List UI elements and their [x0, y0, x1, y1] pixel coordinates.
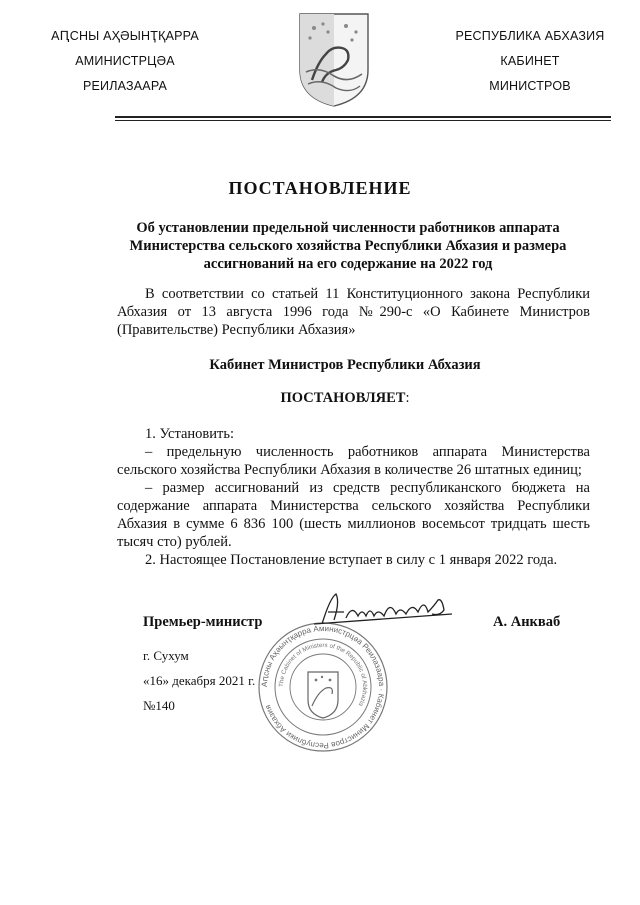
seal-inner-text: The Cabinet of Ministers of the Republic of Abkhazia	[277, 641, 369, 708]
seal-outer-text: Аԥсны Аҳәынҭқарра Аминистрцәа Реилазаара · Кабинет Министров Республики Абхазия	[259, 623, 387, 751]
decree-word: ПОСТАНОВЛЯЕТ	[280, 390, 406, 406]
document-meta	[143, 643, 255, 718]
subject-line-2: Министерства сельского хозяйства Республики Абхазия и размера	[129, 238, 567, 254]
item-1b: – размер ассигнований из средств республиканского бюджета на содержание аппарата Министерства сельского хозяйства Республики Абхазия в сумме 6 836 100 (шесть миллионов восемьсот тридцать шесть тысяч сто) рублей.	[117, 480, 590, 550]
decree-heading	[0, 390, 640, 407]
header-abkhaz-block	[30, 24, 220, 99]
item-1: 1. Установить:	[145, 426, 235, 442]
cabinet-heading: Кабинет Министров Республики Абхазия	[209, 357, 481, 373]
header-rule-thin	[115, 120, 611, 121]
decree-body	[117, 425, 590, 569]
header-rule-thick	[115, 116, 611, 118]
header-russian-block	[430, 24, 630, 99]
item-1a: – предельную численность работников аппарата Министерства сельского хозяйства Республики Абхазия в количестве 26 штатных единиц;	[117, 444, 590, 478]
meta-city: г. Сухум	[143, 648, 189, 663]
preamble-paragraph: В соответствии со статьей 11 Конституционного закона Республики Абхазия от 13 августа 1996 года №290-с «О Кабинете Министров (Правительстве) Республики Абхазия»	[117, 286, 590, 338]
subject-line-3: ассигнований на его содержание на 2022 год	[203, 256, 493, 272]
header-right-line-1: РЕСПУБЛИКА АБХАЗИЯ	[455, 29, 605, 43]
signatory-position: Премьер-министр	[143, 614, 263, 630]
header-right-line-2: КАБИНЕТ	[500, 54, 560, 68]
decree-colon: :	[405, 390, 410, 406]
document-title: ПОСТАНОВЛЕНИЕ	[228, 178, 412, 198]
document-subject	[100, 219, 596, 273]
signatory-name: А. Анкваб	[493, 614, 561, 630]
header-left-line-1: АԤСНЫ АҲӘЫНҬҚАРРА	[51, 29, 199, 43]
official-seal-icon	[256, 620, 390, 754]
item-2: 2. Настоящее Постановление вступает в силу с 1 января 2022 года.	[145, 552, 558, 568]
state-emblem-icon	[296, 10, 372, 108]
meta-number: №140	[143, 698, 175, 713]
meta-date: «16» декабря 2021 г.	[143, 673, 256, 688]
header-left-line-2: АМИНИСТРЦӘА	[75, 54, 175, 68]
subject-line-1: Об установлении предельной численности работников аппарата	[136, 220, 560, 236]
header-right-line-3: МИНИСТРОВ	[489, 79, 571, 93]
handwritten-signature	[312, 590, 462, 630]
header-left-line-3: РЕИЛАЗААРА	[82, 79, 168, 93]
